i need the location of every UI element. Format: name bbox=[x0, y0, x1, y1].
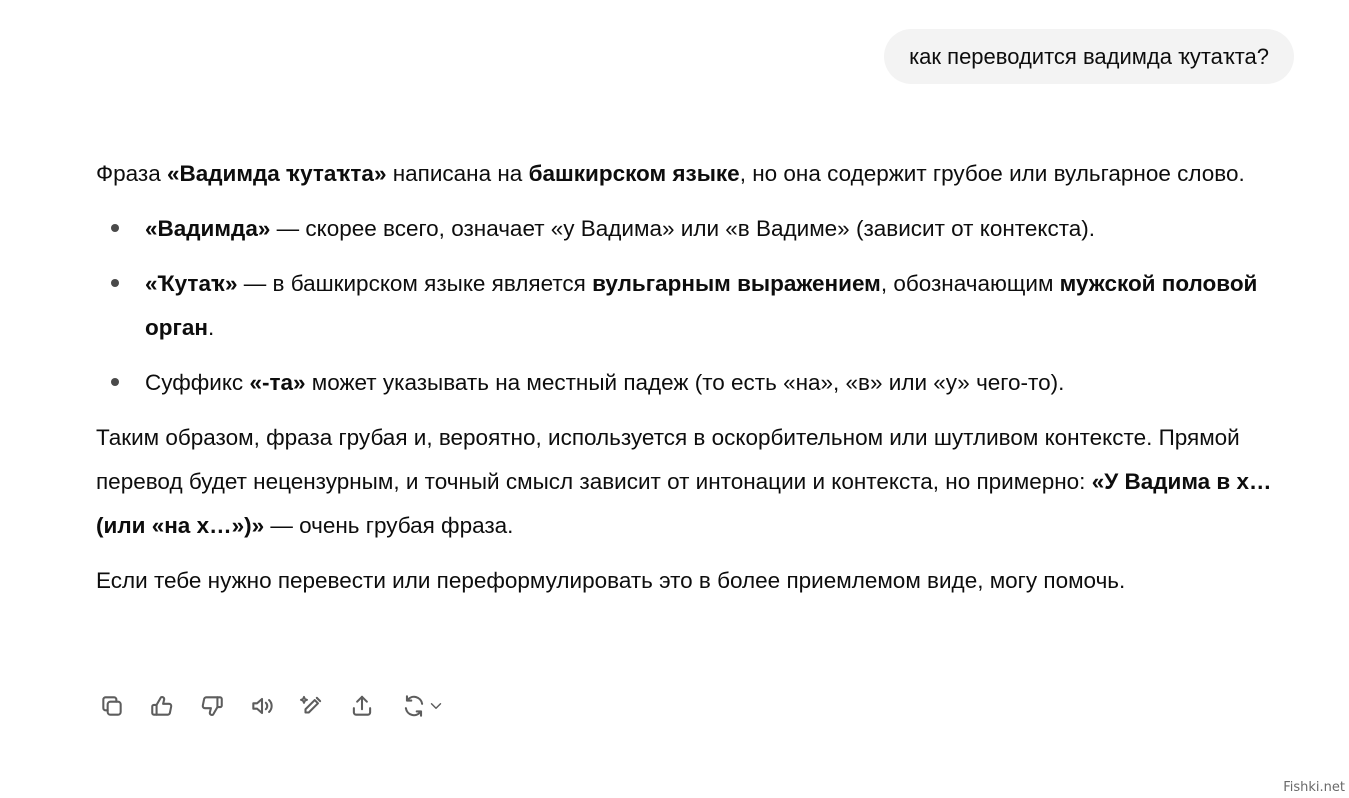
bullet-dot bbox=[111, 279, 119, 287]
thumbs-up-icon bbox=[149, 693, 175, 724]
conclusion-text: — очень грубая фраза. bbox=[264, 513, 514, 538]
list-item-text: может указывать на местный падеж (то есть «на», «в» или «у» чего-то). bbox=[305, 370, 1065, 395]
bullet-dot bbox=[111, 224, 119, 232]
list-item bbox=[96, 207, 1296, 251]
thumbs-down-icon bbox=[199, 693, 225, 724]
list-item-text: , обозначающим bbox=[880, 271, 1060, 296]
conclusion-bold: «У Вадима в х… (или «на х…»)» bbox=[96, 469, 1272, 538]
user-message-text: как переводится вадимда ҡутаҡта? bbox=[909, 44, 1269, 69]
list-item-text: . bbox=[207, 315, 215, 340]
list-item-text: — скорее всего, означает «у Вадима» или «в Вадиме» (зависит от контекста). bbox=[270, 216, 1095, 241]
explanation-list bbox=[96, 207, 1296, 405]
list-item-bold: мужской половой орган bbox=[145, 271, 1258, 340]
intro-text: Фраза bbox=[96, 161, 167, 186]
intro-text: , но она содержит грубое или вульгарное слово. bbox=[739, 161, 1245, 186]
bad-response-button[interactable] bbox=[196, 692, 228, 724]
read-aloud-icon bbox=[249, 693, 275, 724]
good-response-button[interactable] bbox=[146, 692, 178, 724]
regenerate-icon bbox=[401, 693, 427, 724]
list-item-text: Суффикс bbox=[145, 370, 250, 395]
intro-paragraph bbox=[96, 152, 1296, 196]
list-item bbox=[96, 361, 1296, 405]
intro-language-bold: башкирском языке bbox=[528, 161, 740, 186]
message-action-bar bbox=[96, 692, 450, 724]
edit-in-canvas-button[interactable] bbox=[296, 692, 328, 724]
offer-paragraph: Если тебе нужно перевести или переформулировать это в более приемлемом виде, могу помочь. bbox=[96, 568, 1126, 593]
copy-button[interactable] bbox=[96, 692, 128, 724]
conclusion-text: Таким образом, фраза грубая и, вероятно, используется в оскорбительном или шутливом контексте. Прямой перевод будет нецензурным, и точный смысл зависит от интонации и контекста, но примерно: bbox=[96, 425, 1240, 494]
chevron-down-icon bbox=[427, 697, 445, 720]
share-icon bbox=[349, 693, 375, 724]
list-item-term: «-та» bbox=[249, 370, 306, 395]
read-aloud-button[interactable] bbox=[246, 692, 278, 724]
list-item-term: «Вадимда» bbox=[145, 216, 271, 241]
edit-canvas-icon bbox=[299, 693, 325, 724]
list-item-bold: вульгарным выражением bbox=[592, 271, 881, 296]
watermark: Fishki.net bbox=[1283, 780, 1345, 795]
copy-icon bbox=[99, 693, 125, 724]
assistant-response bbox=[96, 152, 1296, 603]
list-item-text: — в башкирском языке является bbox=[237, 271, 593, 296]
list-item bbox=[96, 262, 1296, 350]
regenerate-button[interactable] bbox=[396, 692, 450, 724]
list-item-term: «Ҡутаҡ» bbox=[145, 271, 238, 296]
share-button[interactable] bbox=[346, 692, 378, 724]
intro-text: написана на bbox=[386, 161, 529, 186]
user-message-bubble bbox=[884, 29, 1294, 84]
intro-phrase-bold: «Вадимда ҡутаҡта» bbox=[166, 161, 387, 186]
bullet-dot bbox=[111, 378, 119, 386]
conclusion-paragraph bbox=[96, 416, 1296, 548]
